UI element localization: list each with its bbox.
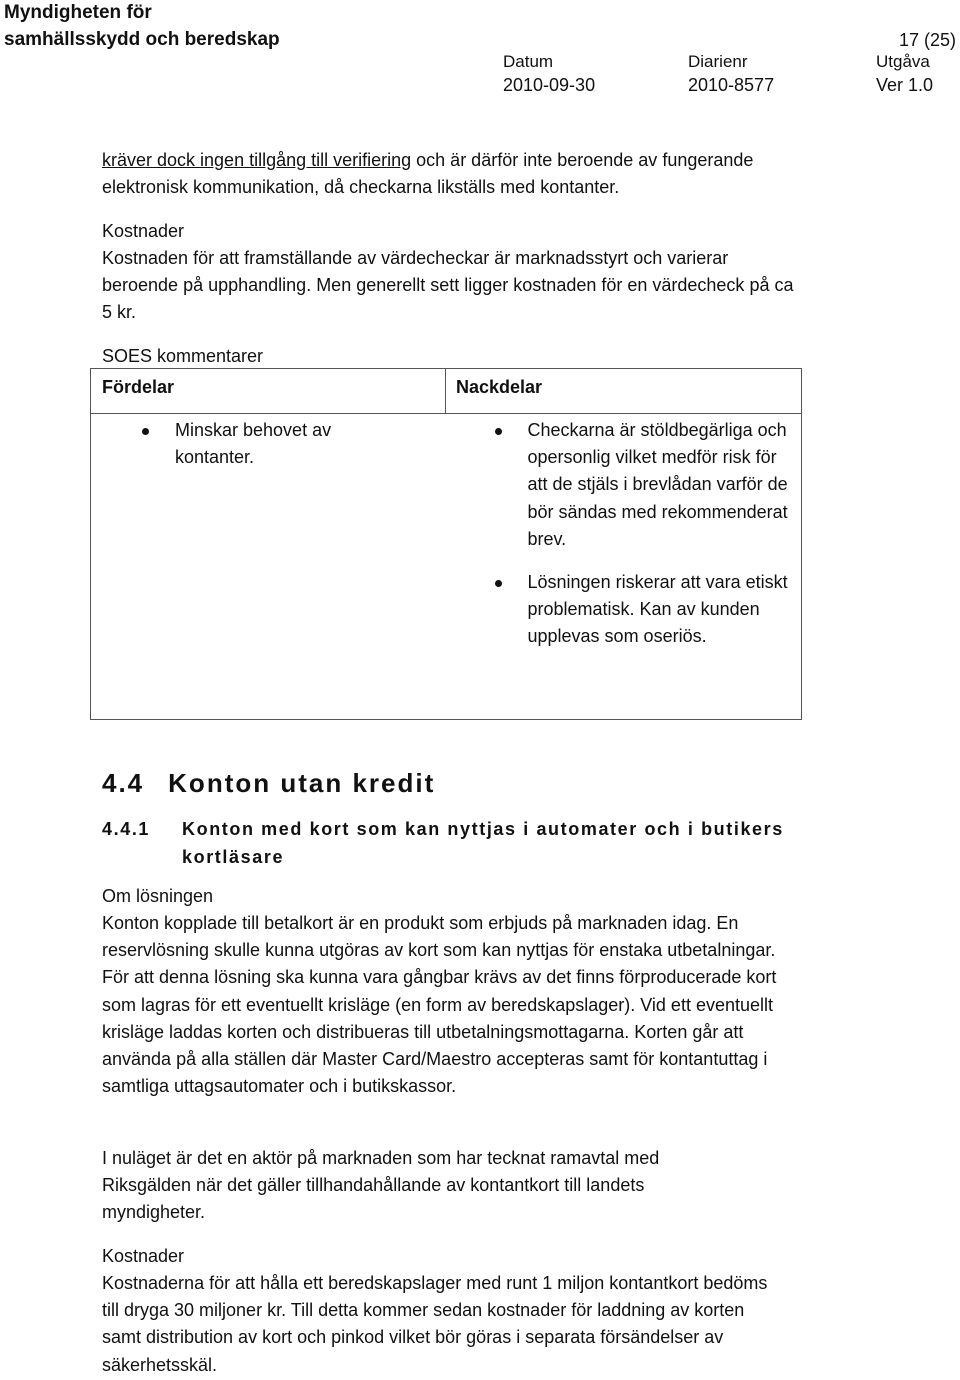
solution-paragraph-1: Konton kopplade till betalkort är en produkt som erbjuds på marknaden idag. En reservlösning skulle kunna utgöras av kort som kan nyttjas för enstaka utbetalningar. För att denna lösning ska kunna vara gångbar krävs av det finns förproducerade kort som lagras för ett eventuellt krisläge (en form av beredskapslager). Vid ett eventuellt krisläge laddas korten och distribueras till utbetalningsmottagarna. Korten går att använda på alla ställen där Master Card/Maestro accepteras samt för kontantuttag i samtliga uttagsautomater och i butikskassor. <box>102 913 777 1097</box>
version-value: Ver 1.0 <box>876 75 934 95</box>
costs-paragraph: Kostnaden för att framställande av värdecheckar är marknadsstyrt och varierar beroende på upphandling. Men generellt sett ligger kostnaden för en värdecheck på ca 5 kr. <box>102 248 794 323</box>
pros-header: Fördelar <box>102 377 175 397</box>
pro-text: Minskar behovet av kontanter. <box>175 420 332 468</box>
cons-header: Nackdelar <box>456 377 543 397</box>
subsection-title: Konton med kort som kan nyttjas i automater och i butikers kortläsare <box>182 819 784 867</box>
bullet-icon <box>142 428 149 435</box>
pros-list <box>175 417 365 471</box>
section-heading <box>102 766 435 800</box>
diarienr-label: Diarienr <box>688 52 748 71</box>
con-text: Checkarna är stöldbegärliga och opersonlig vilket medför risk för att de stjäls i brevlådan varför de bör sändas med rekommenderat brev. <box>527 420 788 549</box>
list-item <box>528 417 790 553</box>
intro-paragraph <box>102 147 822 200</box>
costs2-paragraph: Kostnaderna för att hålla ett beredskapslager med runt 1 miljon kontantkort bedöms till dryga 30 miljoner kr. Till detta kommer sedan kostnader för laddning av korten samt distribution av kort och pinkod vilket bör göras i separata försändelser av säkerhetsskäl. <box>102 1273 768 1375</box>
cons-header-cell <box>446 369 802 414</box>
organization-name-line1: Myndigheten för <box>4 2 152 23</box>
verification-link[interactable]: kräver dock ingen tillgång till verifiering <box>102 150 412 170</box>
cons-cell <box>446 414 802 720</box>
solution-paragraph-2: I nuläget är det en aktör på marknaden som har tecknat ramavtal med Riksgälden när det gäller tillhandahållande av kontantkort till landets myndigheter. <box>102 1148 660 1223</box>
organization-name-line2: samhällsskydd och beredskap <box>4 29 280 50</box>
diarienr-value: 2010-8577 <box>688 75 775 95</box>
version-label: Utgåva <box>876 52 930 71</box>
bullet-icon <box>495 428 502 435</box>
subsection-number: 4.4.1 <box>102 819 151 839</box>
list-item <box>175 417 365 471</box>
pros-cons-table <box>90 368 802 720</box>
soes-heading: SOES kommentarer <box>102 346 264 366</box>
costs2-heading: Kostnader <box>102 1246 185 1266</box>
bullet-icon <box>495 580 502 587</box>
con-text: Lösningen riskerar att vara etiskt problematisk. Kan av kunden upplevas som oseriös. <box>527 572 788 647</box>
date-value: 2010-09-30 <box>503 75 596 95</box>
intro-text: och är därför inte beroende av fungerande elektronisk kommunikation, då checkarna likställs med kontanter. <box>102 150 754 197</box>
section-title: Konton utan kredit <box>168 768 436 798</box>
section-number: 4.4 <box>102 768 145 798</box>
date-label: Datum <box>503 52 554 71</box>
subsection-heading <box>102 816 822 871</box>
cons-list <box>528 417 790 651</box>
pros-cell <box>91 414 446 720</box>
pros-header-cell <box>91 369 446 414</box>
list-item <box>528 569 790 651</box>
page-number: 17 (25) <box>898 30 956 50</box>
costs-heading: Kostnader <box>102 221 185 241</box>
solution-heading: Om lösningen <box>102 886 214 906</box>
